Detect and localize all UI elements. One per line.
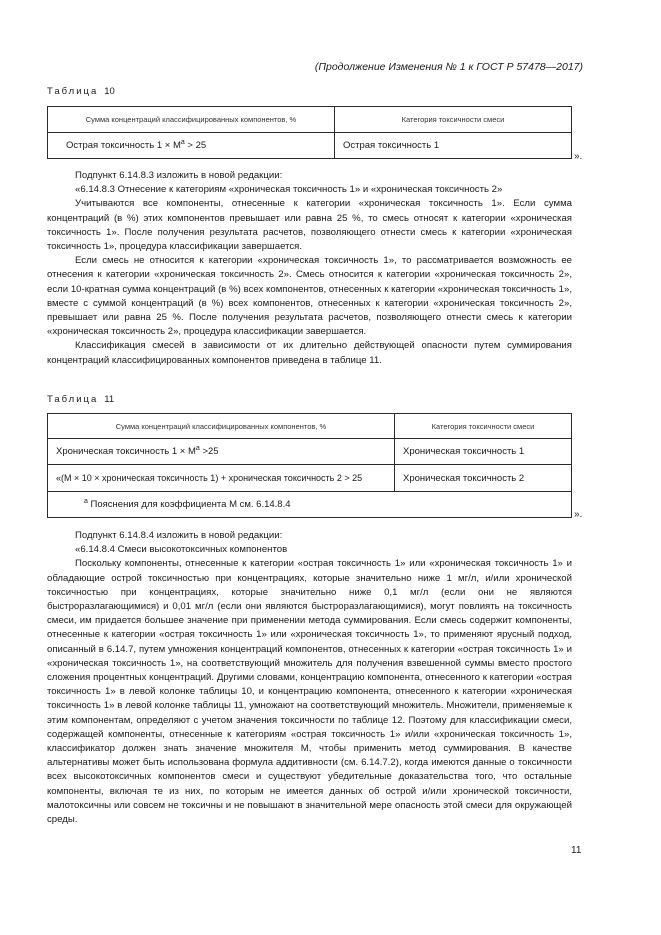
table-header-cell: Категория токсичности смеси	[395, 414, 572, 439]
paragraph: Учитываются все компоненты, отнесенные к категории «хроническая токсичность 1». Если сумма концентраций (в %) этих компонентов превышает или равна 25 %, то смесь относят к категории «хроническая токсичность 1». После получения результата расчетов, позволяющего отнести смесь к категории «хроническая токсичность 1», процедура классификации завершается.	[47, 198, 572, 253]
table-10-caption	[47, 86, 115, 97]
table-caption-label: Таблица	[47, 394, 99, 405]
paragraph: Классификация смесей в зависимости от их длительно действующей опасности путем суммирования концентраций классифицированных компонентов приведена в таблице 11.	[47, 340, 572, 366]
quote-end-mark: ».	[574, 509, 583, 520]
table-cell: Хроническая токсичность $1 \times M^a >25$	[48, 439, 395, 465]
section-title: «6.14.8.4 Смеси высокотоксичных компонентов	[75, 544, 288, 556]
table-cell: Острая токсичность 1	[335, 133, 572, 159]
paragraph: Подпункт 6.14.8.3 изложить в новой редакции:	[75, 170, 283, 181]
table-caption-label: Таблица	[47, 86, 99, 97]
table-10	[47, 106, 572, 159]
quote-end-mark: ».	[574, 151, 583, 162]
paragraph: Поскольку компоненты, отнесенные к категории «острая токсичность 1» или «хроническая токсичность 1» и обладающие острой токсичностью при концентрациях, которые значительно ниже 1 мг/л, и/или хронической токсичностью при концентрациях, которые значительно ниже 0,1 мг/л (если они не являются быстроразлагающимися) и 0,01 мг/л (если они являются быстроразлагающимися), могут повлиять на токсичность смеси, им придается большее значение при применении метода суммирования. Если смесь содержит компоненты, отнесенные к категории «острая токсичность 1» или «хроническая токсичность 1», то применяют ярусный подход, описанный в 6.14.7, путем умножения концентраций компонентов, отнесенных к категории «острая токсичность 1» и «хроническая токсичность 1», на соответствующий множитель для получения взвешенной суммы вместо простого сложения процентных концентраций. Другими словами, концентрацию компонента, отнесенного к категории «острая токсичность 1» в левой колонке таблицы 10, и концентрацию компонента, отнесенного к категории «хроническая токсичность 1» в левой колонке таблицы 11, умножают на соответствующий множитель. Множители, применяемые к этим компонентам, определяют с учетом значения токсичности по таблице 12. Поэтому для классификации смеси, содержащей компоненты, отнесенные к категориям «острая токсичность 1» и/или «хроническая токсичность 1», классификатор должен знать значение множителя М, чтобы применить метод суммирования. В качестве альтернативы может быть использована формула аддитивности (см. 6.14.7.2), когда имеются данные о токсичности всех высокотоксичных компонентов смеси и существуют убедительные доказательства того, что остальные компоненты, включая те из них, по которым не имеется данных об острой и/или хронической токсичности, малотоксичны или совсем не токсичны и не повышают в значительной мере опасность этой смеси для окружающей среды.	[47, 558, 572, 826]
paragraph: Подпункт 6.14.8.4 изложить в новой редакции:	[75, 530, 283, 541]
table-cell: Острая токсичность $1 \times M^a > 25$	[48, 133, 335, 159]
table-header-cell: Сумма концентраций классифицированных компонентов, %	[48, 414, 395, 439]
table-footnote: $^a$ Пояснения для коэффициента М см. 6.14.8.4	[48, 492, 572, 518]
amendment-text-6-14-8-4	[47, 529, 572, 827]
table-11	[47, 413, 572, 518]
table-caption-number: 11	[104, 394, 115, 405]
page-header: (Продолжение Изменения № 1 к ГОСТ Р 57478—2017)	[314, 61, 583, 73]
table-caption-number: 10	[104, 86, 115, 97]
table-cell: «(М × 10 × хроническая токсичность 1) + хроническая токсичность 2 > 25	[48, 465, 395, 492]
footnote-marker: a	[84, 498, 88, 506]
table-cell: Хроническая токсичность 1	[395, 439, 572, 465]
table-header-cell: Категория токсичности смеси	[335, 107, 572, 133]
table-header-cell: Сумма концентраций классифицированных компонентов, %	[48, 107, 335, 133]
paragraph: Если смесь не относится к категории «хроническая токсичность 1», то рассматривается возможность ее отнесения к категории «хроническая токсичность 2». Смесь относится к категории «хроническая токсичность 2», если 10-кратная сумма концентраций (в %) всех компонентов, отнесенных к категории «хроническая токсичность 1», вместе с суммой концентраций (в %) всех компонентов, отнесенных к категории «хроническая токсичность 2», превышает или равна 25 %. После получения результата расчетов, позволяющего отнести смесь к категории «хроническая токсичность 2», процедура классификации завершается.	[47, 255, 572, 338]
table-cell: Хроническая токсичность 2	[395, 465, 572, 492]
page-number: 11	[571, 845, 582, 856]
section-title: «6.14.8.3 Отнесение к категориям «хроническая токсичность 1» и «хроническая токсичность 2»	[75, 184, 503, 196]
table-11-caption	[47, 394, 114, 405]
footnote-marker: a	[195, 445, 200, 453]
footnote-marker: a	[180, 139, 185, 147]
amendment-text-6-14-8-3	[47, 169, 572, 368]
